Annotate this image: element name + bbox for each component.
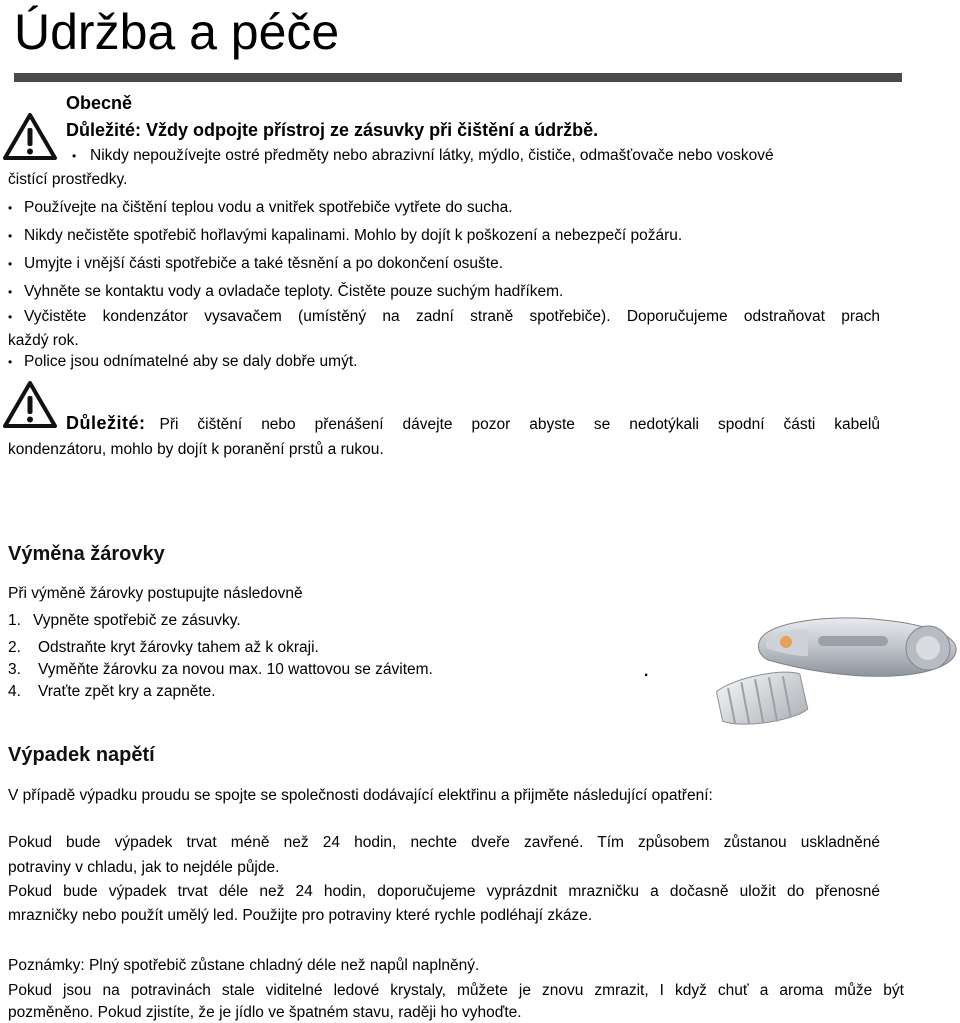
outage-heading: Výpadek napětí <box>8 744 155 766</box>
step-number: 3. <box>8 661 21 678</box>
outage-note: Poznámky: Plný spotřebič zůstane chladný déle než napůl naplněný. <box>8 957 480 974</box>
bullet: • <box>8 310 13 324</box>
outage-paragraph-continuation: potraviny v chladu, jak to nejdéle půjde. <box>8 859 280 876</box>
warning-icon <box>2 112 58 162</box>
outage-paragraph: Pokud bude výpadek trvat méně než 24 hodin, nechte dveře zavřené. Tím způsobem zůstanou uskladněné <box>8 834 880 851</box>
bullet: • <box>72 149 77 163</box>
warning-icon <box>2 380 58 430</box>
stray-dot: . <box>644 663 649 680</box>
warning2-label: Důležité: <box>66 413 146 433</box>
list-item <box>8 638 319 658</box>
warning2-text-continuation: kondenzátoru, mohlo by dojít k poranění prstů a rukou. <box>8 441 384 458</box>
list-item <box>8 682 216 702</box>
list-item: Vyhněte se kontaktu vody a ovladače teploty. Čistěte pouze suchým hadříkem. <box>24 283 564 300</box>
bullet: • <box>8 229 13 243</box>
step-number: 2. <box>8 639 21 656</box>
lamp-cover-illustration <box>708 612 958 730</box>
list-item: Nikdy nepoužívejte ostré předměty nebo abrazivní látky, mýdlo, čističe, odmašťovače nebo voskové <box>90 147 774 164</box>
bulb-heading: Výměna žárovky <box>8 543 165 565</box>
outage-paragraph-continuation: mrazničky nebo použít umělý led. Použijte pro potraviny které rychle podléhají zkáze. <box>8 907 593 924</box>
list-item <box>8 611 241 631</box>
page-title: Údržba a péče <box>14 4 340 60</box>
list-item: Police jsou odnímatelné aby se daly dobře umýt. <box>24 353 358 370</box>
outage-paragraph: Pokud bude výpadek trvat déle než 24 hodin, doporučujeme vyprázdnit mrazničku a dočasně uložit do přenosné <box>8 883 880 900</box>
list-item: Vyčistěte kondenzátor vysavačem (umístěný na zadní straně spotřebiče). Doporučujeme odstraňovat prach <box>24 308 880 325</box>
outage-note: Pokud jsou na potravinách stale viditelné ledové krystaly, můžete je znovu zmrazit, I když chuť a aroma může být <box>8 982 904 999</box>
step-text: Vraťte zpět kry a zapněte. <box>38 683 216 700</box>
step-text: Odstraňte kryt žárovky tahem až k okraji. <box>38 639 319 656</box>
list-item <box>8 660 433 680</box>
bullet: • <box>8 257 13 271</box>
warning2-text: Při čištění nebo přenášení dávejte pozor abyste se nedotýkali spodní části kabelů <box>159 416 880 433</box>
list-item-continuation: každý rok. <box>8 332 79 349</box>
warning2-line <box>66 413 880 435</box>
general-heading: Obecně <box>66 93 133 113</box>
step-number: 4. <box>8 683 21 700</box>
bullet: • <box>8 355 13 369</box>
bullet: • <box>8 285 13 299</box>
outage-intro: V případě výpadku proudu se spojte se společnosti dodávající elektřinu a přijměte následující opatření: <box>8 787 713 804</box>
list-item-continuation: čistící prostředky. <box>8 171 128 188</box>
general-important: Důležité: Vždy odpojte přístroj ze zásuvky při čištění a údržbě. <box>66 120 599 140</box>
list-item: Umyjte i vnější části spotřebiče a také těsnění a po dokončení osušte. <box>24 255 504 272</box>
title-rule <box>14 73 902 82</box>
step-text: Vypněte spotřebič ze zásuvky. <box>33 612 241 629</box>
list-item: Používejte na čištění teplou vodu a vnitřek spotřebiče vytřete do sucha. <box>24 199 513 216</box>
bulb-intro: Při výměně žárovky postupujte následovně <box>8 585 303 602</box>
list-item: Nikdy nečistěte spotřebič hořlavými kapalinami. Mohlo by dojít k poškození a nebezpečí požáru. <box>24 227 683 244</box>
outage-note-continuation: pozměněno. Pokud zjistíte, že je jídlo ve špatném stavu, raději ho vyhoďte. <box>8 1004 522 1021</box>
bullet: • <box>8 201 13 215</box>
step-number: 1. <box>8 612 21 629</box>
step-text: Vyměňte žárovku za novou max. 10 wattovou se závitem. <box>38 661 433 678</box>
